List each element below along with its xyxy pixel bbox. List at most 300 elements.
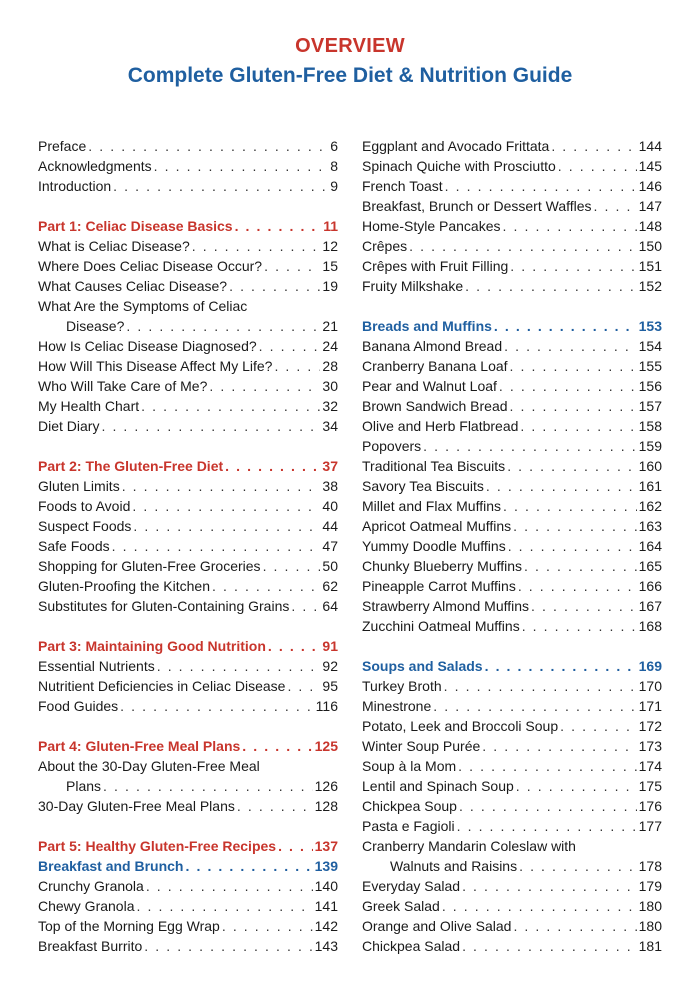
toc-entry-potato-leek-and-broccoli-soup[interactable]	[362, 716, 662, 736]
dot-leader	[409, 236, 637, 256]
section-gap	[38, 436, 338, 456]
toc-entry-olive-and-herb-flatbread[interactable]	[362, 416, 662, 436]
toc-page-number: 37	[322, 458, 338, 474]
dot-leader	[141, 396, 320, 416]
dot-leader	[132, 496, 320, 516]
dot-leader	[235, 216, 322, 236]
toc-entry-title: Crêpes with Fruit Filling	[362, 258, 509, 274]
toc-entry-title: Chickpea Salad	[362, 938, 461, 954]
toc-section-heading-soups-and-salads[interactable]	[362, 656, 662, 676]
dot-leader	[212, 576, 320, 596]
toc-entry-french-toast[interactable]	[362, 176, 662, 196]
toc-entry-diet-diary[interactable]	[38, 416, 338, 436]
toc-entry-title: Pineapple Carrot Muffins	[362, 578, 516, 594]
toc-page-number: 174	[638, 758, 662, 774]
toc-entry-cr-pes-with-fruit-filling[interactable]	[362, 256, 662, 276]
toc-page-number: 62	[322, 578, 338, 594]
toc-entry-title: Foods to Avoid	[38, 498, 131, 514]
toc-entry-title: Banana Almond Bread	[362, 338, 503, 354]
dot-leader	[465, 276, 637, 296]
toc-page-number: 150	[638, 238, 662, 254]
toc-entry-title: Everyday Salad	[362, 878, 461, 894]
toc-page-number: 147	[638, 198, 662, 214]
toc-page-number: 116	[315, 698, 338, 714]
dot-leader	[433, 696, 636, 716]
toc-page-number: 6	[330, 138, 338, 154]
dot-leader	[519, 856, 637, 876]
toc-page-number: 92	[322, 658, 338, 674]
toc-entry-continuation-disease[interactable]	[38, 316, 338, 336]
toc-page-number: 159	[638, 438, 662, 454]
toc-entry-chickpea-salad[interactable]	[362, 936, 662, 956]
dot-leader	[504, 336, 637, 356]
toc-entry-title: My Health Chart	[38, 398, 140, 414]
dot-leader	[485, 656, 637, 676]
toc-entry-title: Spinach Quiche with Prosciutto	[362, 158, 556, 174]
toc-entry-continuation-plans[interactable]	[38, 776, 338, 796]
toc-entry-title: Pasta e Fagioli	[362, 818, 455, 834]
toc-entry-cr-pes[interactable]	[362, 236, 662, 256]
toc-entry-title: Nutritient Deficiencies in Celiac Disease	[38, 678, 286, 694]
toc-entry-foods-to-avoid[interactable]	[38, 496, 338, 516]
section-gap	[38, 616, 338, 636]
dot-leader	[229, 276, 320, 296]
toc-entry-gluten-limits[interactable]	[38, 476, 338, 496]
dot-leader	[494, 316, 637, 336]
toc-entry-title: Chunky Blueberry Muffins	[362, 558, 523, 574]
dot-leader	[499, 376, 637, 396]
toc-part-heading-part-4-gluten-free-meal-plans[interactable]	[38, 736, 338, 756]
toc-entry-minestrone[interactable]	[362, 696, 662, 716]
overview-heading: OVERVIEW	[295, 35, 405, 57]
toc-entry-traditional-tea-biscuits[interactable]	[362, 456, 662, 476]
toc-entry-gluten-proofing-the-kitchen[interactable]	[38, 576, 338, 596]
dot-leader	[237, 796, 313, 816]
dot-leader	[278, 836, 313, 856]
toc-entry-introduction[interactable]	[38, 176, 338, 196]
toc-entry-title: Pear and Walnut Loaf	[362, 378, 497, 394]
dot-leader	[513, 916, 636, 936]
toc-entry-30-day-gluten-free-meal-plans[interactable]	[38, 796, 338, 816]
dot-leader	[242, 736, 312, 756]
toc-entry-substitutes-for-gluten-containing-grains[interactable]	[38, 596, 338, 616]
toc-entry-title: Suspect Foods	[38, 518, 132, 534]
section-gap	[362, 636, 662, 656]
dot-leader	[209, 376, 320, 396]
toc-entry-title: 30-Day Gluten-Free Meal Plans	[38, 798, 235, 814]
toc-entry-title: Orange and Olive Salad	[362, 918, 512, 934]
toc-entry-chunky-blueberry-muffins[interactable]	[362, 556, 662, 576]
toc-entry-home-style-pancakes[interactable]	[362, 216, 662, 236]
toc-entry-how-is-celiac-disease-diagnosed[interactable]	[38, 336, 338, 356]
toc-page-number: 91	[322, 638, 338, 654]
page-title: Complete Gluten-Free Diet & Nutrition Guide	[127, 64, 573, 87]
toc-page-number: 161	[638, 478, 662, 494]
toc-page-number: 164	[638, 538, 662, 554]
toc-page-number: 167	[638, 598, 662, 614]
toc-entry-title: How Is Celiac Disease Diagnosed?	[38, 338, 257, 354]
toc-page-number: 30	[322, 378, 338, 394]
toc-entry-title: What is Celiac Disease?	[38, 238, 190, 254]
section-gap	[38, 816, 338, 836]
toc-entry-breakfast-burrito[interactable]	[38, 936, 338, 956]
toc-page-number: 144	[638, 138, 662, 154]
toc-left-column	[38, 136, 338, 956]
toc-entry-winter-soup-pur-e[interactable]	[362, 736, 662, 756]
toc-entry-title: Turkey Broth	[362, 678, 442, 694]
toc-entry-strawberry-almond-muffins[interactable]	[362, 596, 662, 616]
toc-entry-what-causes-celiac-disease[interactable]	[38, 276, 338, 296]
dot-leader	[287, 676, 320, 696]
toc-page-number: 160	[638, 458, 662, 474]
dot-leader	[157, 656, 321, 676]
toc-page-number: 38	[322, 478, 338, 494]
toc-page-number: 176	[638, 798, 662, 814]
dot-leader	[225, 456, 320, 476]
toc-entry-title: Apricot Oatmeal Muffins	[362, 518, 512, 534]
dot-leader	[88, 136, 328, 156]
toc-entry-title: Strawberry Almond Muffins	[362, 598, 530, 614]
toc-page-number: 11	[323, 218, 338, 234]
toc-entry-title: Chickpea Soup	[362, 798, 457, 814]
toc-entry-title: Lentil and Spinach Soup	[362, 778, 514, 794]
toc-entry-orange-and-olive-salad[interactable]	[362, 916, 662, 936]
toc-entry-eggplant-and-avocado-frittata[interactable]	[362, 136, 662, 156]
dot-leader	[154, 156, 329, 176]
toc-page-number: 50	[322, 558, 338, 574]
dot-leader	[291, 596, 320, 616]
toc-page-number: 157	[638, 398, 662, 414]
toc-part-heading-part-1-celiac-disease-basics[interactable]	[38, 216, 338, 236]
toc-entry-title: French Toast	[362, 178, 443, 194]
dot-leader	[482, 736, 636, 756]
toc-entry-title: Olive and Herb Flatbread	[362, 418, 519, 434]
dot-leader	[133, 516, 320, 536]
toc-page-number: 178	[638, 858, 662, 874]
toc-page-number: 28	[322, 358, 338, 374]
dot-leader	[594, 196, 637, 216]
toc-page-number: 180	[638, 898, 662, 914]
toc-page-number: 172	[638, 718, 662, 734]
toc-part-heading-part-2-the-gluten-free-diet[interactable]	[38, 456, 338, 476]
toc-page-number: 64	[322, 598, 338, 614]
dot-leader	[146, 876, 313, 896]
toc-entry-title: Part 5: Healthy Gluten-Free Recipes	[38, 838, 277, 854]
toc-page-number: 156	[638, 378, 662, 394]
toc-entry-what-is-celiac-disease[interactable]	[38, 236, 338, 256]
toc-page-number: 47	[322, 538, 338, 554]
toc-page-number: 125	[314, 738, 338, 754]
toc-entry-preface[interactable]	[38, 136, 338, 156]
toc-entry-title: Cranberry Mandarin Coleslaw with	[362, 838, 576, 854]
toc-entry-title: Breakfast and Brunch	[38, 858, 184, 874]
toc-entry-cranberry-banana-loaf[interactable]	[362, 356, 662, 376]
toc-entry-title: Breads and Muffins	[362, 318, 492, 334]
dot-leader	[551, 136, 636, 156]
toc-page-number: 154	[638, 338, 662, 354]
toc-entry-first-line-about-the-30-day-gluten-free-meal[interactable]	[38, 756, 338, 776]
dot-leader	[444, 676, 637, 696]
toc-page-number: 153	[638, 318, 662, 334]
toc-entry-title: Crêpes	[362, 238, 408, 254]
dot-leader	[503, 496, 637, 516]
toc-entry-title: Zucchini Oatmeal Muffins	[362, 618, 520, 634]
toc-entry-title: Substitutes for Gluten-Containing Grains	[38, 598, 290, 614]
dot-leader	[274, 356, 320, 376]
toc-entry-chewy-granola[interactable]	[38, 896, 338, 916]
toc-entry-fruity-milkshake[interactable]	[362, 276, 662, 296]
dot-leader	[122, 476, 321, 496]
dot-leader	[462, 936, 637, 956]
toc-part-heading-part-5-healthy-gluten-free-recipes[interactable]	[38, 836, 338, 856]
dot-leader	[518, 576, 637, 596]
dot-leader	[560, 716, 637, 736]
toc-page-number: 146	[638, 178, 662, 194]
toc-entry-apricot-oatmeal-muffins[interactable]	[362, 516, 662, 536]
toc-entry-title: About the 30-Day Gluten-Free Meal	[38, 758, 260, 774]
toc-page-number: 141	[314, 898, 338, 914]
toc-entry-who-will-take-care-of-me[interactable]	[38, 376, 338, 396]
toc-entry-title: Millet and Flax Muffins	[362, 498, 502, 514]
toc-entry-crunchy-granola[interactable]	[38, 876, 338, 896]
toc-entry-title: Breakfast Burrito	[38, 938, 143, 954]
dot-leader	[263, 556, 321, 576]
toc-entry-title: Potato, Leek and Broccoli Soup	[362, 718, 559, 734]
toc-page-number: 170	[638, 678, 662, 694]
toc-entry-how-will-this-disease-affect-my-life[interactable]	[38, 356, 338, 376]
toc-entry-title: Brown Sandwich Bread	[362, 398, 508, 414]
toc-entry-title: Diet Diary	[38, 418, 100, 434]
toc-section-heading-breads-and-muffins[interactable]	[362, 316, 662, 336]
toc-entry-title: Food Guides	[38, 698, 119, 714]
dot-leader	[507, 456, 636, 476]
dot-leader	[103, 776, 313, 796]
toc-page-number: 44	[322, 518, 338, 534]
toc-entry-top-of-the-morning-egg-wrap[interactable]	[38, 916, 338, 936]
toc-page-number: 126	[314, 778, 338, 794]
toc-page-number: 168	[638, 618, 662, 634]
toc-page-number: 175	[638, 778, 662, 794]
dot-leader	[486, 476, 637, 496]
toc-page-number: 8	[330, 158, 338, 174]
toc-entry-title: Crunchy Granola	[38, 878, 144, 894]
section-gap	[38, 716, 338, 736]
toc-entry-safe-foods[interactable]	[38, 536, 338, 556]
toc-entry-my-health-chart[interactable]	[38, 396, 338, 416]
dot-leader	[144, 936, 312, 956]
dot-leader	[264, 256, 320, 276]
toc-entry-pear-and-walnut-loaf[interactable]	[362, 376, 662, 396]
toc-page-number: 142	[314, 918, 338, 934]
dot-leader	[558, 156, 637, 176]
toc-page-number: 19	[322, 278, 338, 294]
toc-entry-breakfast-brunch-or-dessert-waffles[interactable]	[362, 196, 662, 216]
toc-entry-title: Cranberry Banana Loaf	[362, 358, 508, 374]
toc-page-number: 151	[638, 258, 662, 274]
toc-entry-title: Home-Style Pancakes	[362, 218, 501, 234]
toc-entry-spinach-quiche-with-prosciutto[interactable]	[362, 156, 662, 176]
toc-entry-title: Fruity Milkshake	[362, 278, 464, 294]
toc-entry-pasta-e-fagioli[interactable]	[362, 816, 662, 836]
toc-right-column	[362, 136, 662, 956]
toc-page-number: 155	[638, 358, 662, 374]
dot-leader	[457, 816, 637, 836]
toc-entry-first-line-what-are-the-symptoms-of-celiac[interactable]	[38, 296, 338, 316]
dot-leader	[510, 396, 637, 416]
toc-page-number: 166	[638, 578, 662, 594]
dot-leader	[137, 896, 313, 916]
toc-page-number: 169	[638, 658, 662, 674]
toc-entry-title: Disease?	[66, 318, 125, 334]
toc-page-number: 139	[314, 858, 338, 874]
toc-entry-continuation-walnuts-and-raisins[interactable]	[362, 856, 662, 876]
toc-entry-food-guides[interactable]	[38, 696, 338, 716]
toc-page-number: 158	[638, 418, 662, 434]
toc-entry-title: Gluten Limits	[38, 478, 120, 494]
dot-leader	[516, 776, 637, 796]
toc-page-number: 40	[322, 498, 338, 514]
toc-entry-title: Where Does Celiac Disease Occur?	[38, 258, 263, 274]
toc-entry-millet-and-flax-muffins[interactable]	[362, 496, 662, 516]
dot-leader	[259, 336, 321, 356]
toc-page-number: 128	[314, 798, 338, 814]
toc-page-number: 12	[322, 238, 338, 254]
toc-page-number: 165	[638, 558, 662, 574]
toc-page-number: 145	[638, 158, 662, 174]
dot-leader	[442, 896, 637, 916]
toc-entry-chickpea-soup[interactable]	[362, 796, 662, 816]
toc-entry-title: Plans	[66, 778, 102, 794]
toc-entry-title: What Are the Symptoms of Celiac	[38, 298, 248, 314]
toc-entry-title: Savory Tea Biscuits	[362, 478, 484, 494]
toc-entry-title: Chewy Granola	[38, 898, 135, 914]
toc-section-heading-breakfast-and-brunch[interactable]	[38, 856, 338, 876]
toc-entry-title: Introduction	[38, 178, 112, 194]
dot-leader	[513, 516, 637, 536]
toc-page-number: 180	[638, 918, 662, 934]
toc-page-number: 95	[322, 678, 338, 694]
toc-entry-soup-la-mom[interactable]	[362, 756, 662, 776]
toc-entry-title: Breakfast, Brunch or Dessert Waffles	[362, 198, 592, 214]
toc-entry-title: Winter Soup Purée	[362, 738, 481, 754]
toc-entry-zucchini-oatmeal-muffins[interactable]	[362, 616, 662, 636]
toc-entry-title: Eggplant and Avocado Frittata	[362, 138, 550, 154]
dot-leader	[522, 616, 637, 636]
toc-entry-title: Minestrone	[362, 698, 432, 714]
toc-entry-title: Essential Nutrients	[38, 658, 155, 674]
toc-entry-yummy-doodle-muffins[interactable]	[362, 536, 662, 556]
toc-entry-title: Part 2: The Gluten-Free Diet	[38, 458, 224, 474]
dot-leader	[462, 876, 637, 896]
toc-entry-title: Part 1: Celiac Disease Basics	[38, 218, 233, 234]
toc-page-number: 24	[322, 338, 338, 354]
toc-page-number: 137	[314, 838, 338, 854]
toc-page-number: 171	[638, 698, 662, 714]
toc-entry-title: Traditional Tea Biscuits	[362, 458, 506, 474]
toc-page-number: 15	[322, 258, 338, 274]
dot-leader	[503, 216, 637, 236]
dot-leader	[423, 436, 636, 456]
dot-leader	[445, 176, 637, 196]
dot-leader	[524, 556, 637, 576]
toc-entry-title: Yummy Doodle Muffins	[362, 538, 506, 554]
toc-entry-pineapple-carrot-muffins[interactable]	[362, 576, 662, 596]
toc-entry-title: Top of the Morning Egg Wrap	[38, 918, 220, 934]
toc-entry-first-line-cranberry-mandarin-coleslaw-with[interactable]	[362, 836, 662, 856]
dot-leader	[222, 916, 313, 936]
toc-page-number: 162	[638, 498, 662, 514]
toc-page-number: 148	[638, 218, 662, 234]
toc-entry-title: Popovers	[362, 438, 422, 454]
dot-leader	[268, 636, 321, 656]
dot-leader	[113, 176, 328, 196]
toc-entry-nutritient-deficiencies-in-celiac-disease[interactable]	[38, 676, 338, 696]
dot-leader	[510, 256, 636, 276]
toc-page-number: 163	[638, 518, 662, 534]
toc-entry-banana-almond-bread[interactable]	[362, 336, 662, 356]
toc-entry-acknowledgments[interactable]	[38, 156, 338, 176]
toc-part-heading-part-3-maintaining-good-nutrition[interactable]	[38, 636, 338, 656]
section-gap	[38, 196, 338, 216]
dot-leader	[508, 536, 637, 556]
dot-leader	[126, 316, 320, 336]
toc-page-number: 140	[314, 878, 338, 894]
toc-page-number: 32	[322, 398, 338, 414]
toc-entry-brown-sandwich-bread[interactable]	[362, 396, 662, 416]
toc-page-number: 34	[322, 418, 338, 434]
toc-entry-essential-nutrients[interactable]	[38, 656, 338, 676]
toc-page-number: 179	[638, 878, 662, 894]
toc-entry-title: How Will This Disease Affect My Life?	[38, 358, 273, 374]
dot-leader	[120, 696, 314, 716]
toc-entry-title: What Causes Celiac Disease?	[38, 278, 228, 294]
toc-entry-title: Soups and Salads	[362, 658, 483, 674]
toc-entry-title: Greek Salad	[362, 898, 440, 914]
toc-entry-title: Shopping for Gluten-Free Groceries	[38, 558, 261, 574]
dot-leader	[459, 796, 637, 816]
toc-entry-popovers[interactable]	[362, 436, 662, 456]
toc-entry-suspect-foods[interactable]	[38, 516, 338, 536]
toc-entry-turkey-broth[interactable]	[362, 676, 662, 696]
toc-entry-everyday-salad[interactable]	[362, 876, 662, 896]
toc-page-number: 143	[314, 938, 338, 954]
toc-page-number: 177	[638, 818, 662, 834]
toc-page-number: 21	[322, 318, 338, 334]
dot-leader	[192, 236, 321, 256]
toc-entry-greek-salad[interactable]	[362, 896, 662, 916]
dot-leader	[112, 536, 321, 556]
toc-entry-title: Gluten-Proofing the Kitchen	[38, 578, 210, 594]
toc-page-number: 173	[638, 738, 662, 754]
toc-entry-where-does-celiac-disease-occur[interactable]	[38, 256, 338, 276]
section-gap	[362, 296, 662, 316]
toc-entry-savory-tea-biscuits[interactable]	[362, 476, 662, 496]
toc-page-number: 152	[638, 278, 662, 294]
toc-entry-title: Preface	[38, 138, 87, 154]
toc-entry-shopping-for-gluten-free-groceries[interactable]	[38, 556, 338, 576]
dot-leader	[185, 856, 312, 876]
dot-leader	[458, 756, 636, 776]
toc-entry-title: Who Will Take Care of Me?	[38, 378, 208, 394]
toc-entry-title: Walnuts and Raisins	[390, 858, 518, 874]
toc-page-number: 181	[638, 938, 662, 954]
dot-leader	[510, 356, 637, 376]
toc-page-number: 9	[330, 178, 338, 194]
toc-entry-lentil-and-spinach-soup[interactable]	[362, 776, 662, 796]
toc-entry-title: Acknowledgments	[38, 158, 152, 174]
dot-leader	[101, 416, 320, 436]
toc-entry-title: Safe Foods	[38, 538, 110, 554]
